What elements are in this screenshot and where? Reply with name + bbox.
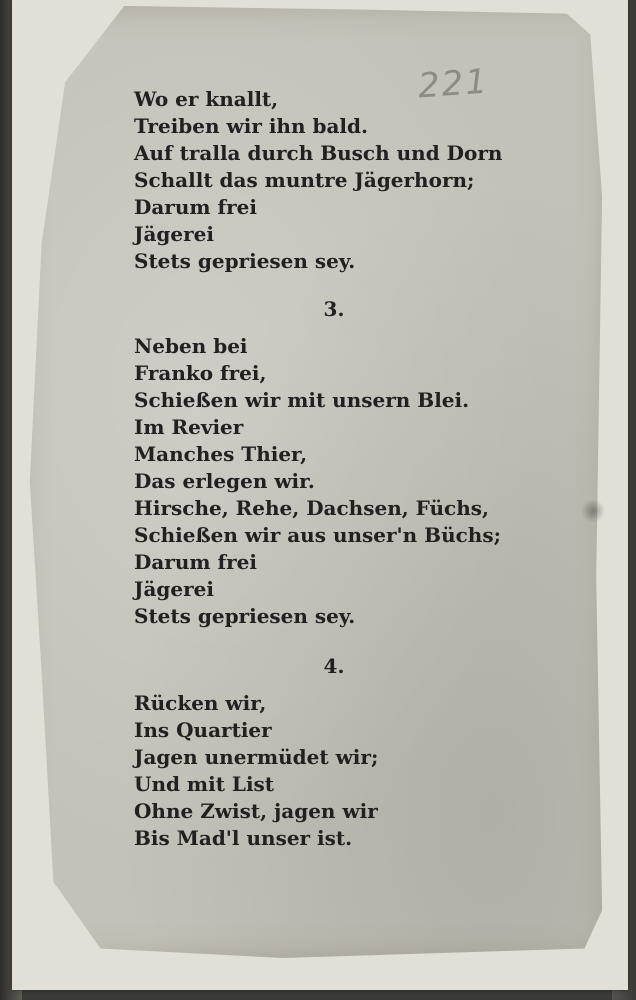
verse-line: Und mit List (134, 772, 275, 796)
verse-line: Das erlegen wir. (134, 469, 315, 493)
verse-line: Schießen wir aus unser'n Büchs; (134, 523, 501, 547)
verse-line: Franko frei, (134, 361, 267, 385)
verse-line: Bis Mad'l unser ist. (134, 826, 353, 850)
stanza-2-end (134, 86, 554, 275)
paper-stain (580, 500, 606, 522)
verse-line: Treiben wir ihn bald. (134, 114, 368, 138)
verse-line: Neben bei (134, 334, 248, 358)
verse-line: Wo er knallt, (134, 87, 279, 111)
stanza-number: 4. (323, 654, 345, 678)
stanza-number: 3. (323, 297, 345, 321)
verse-line: Im Revier (134, 415, 244, 439)
verse-line: Stets gepriesen sey. (134, 604, 356, 628)
verse-line: Ohne Zwist, jagen wir (134, 799, 378, 823)
verse-line: Darum frei (134, 195, 257, 219)
verse-line: Schallt das muntre Jägerhorn; (134, 168, 475, 192)
verse-line: Jägerei (134, 222, 214, 246)
verse-line: Schießen wir mit unsern Blei. (134, 388, 470, 412)
handwritten-shelf-mark: 221 (416, 61, 491, 107)
poem-text (134, 86, 554, 852)
verse-line: Hirsche, Rehe, Dachsen, Füchs, (134, 496, 489, 520)
verse-line: Jägerei (134, 577, 214, 601)
verse-line: Ins Quartier (134, 718, 272, 742)
verse-line: Auf tralla durch Busch und Dorn (134, 141, 503, 165)
verse-line: Jagen unermüdet wir; (134, 745, 379, 769)
stanza-3 (134, 333, 554, 630)
stanza-4 (134, 690, 554, 852)
verse-line: Stets gepriesen sey. (134, 249, 356, 273)
verse-line: Rücken wir, (134, 691, 267, 715)
verse-line: Darum frei (134, 550, 257, 574)
verse-line: Manches Thier, (134, 442, 308, 466)
